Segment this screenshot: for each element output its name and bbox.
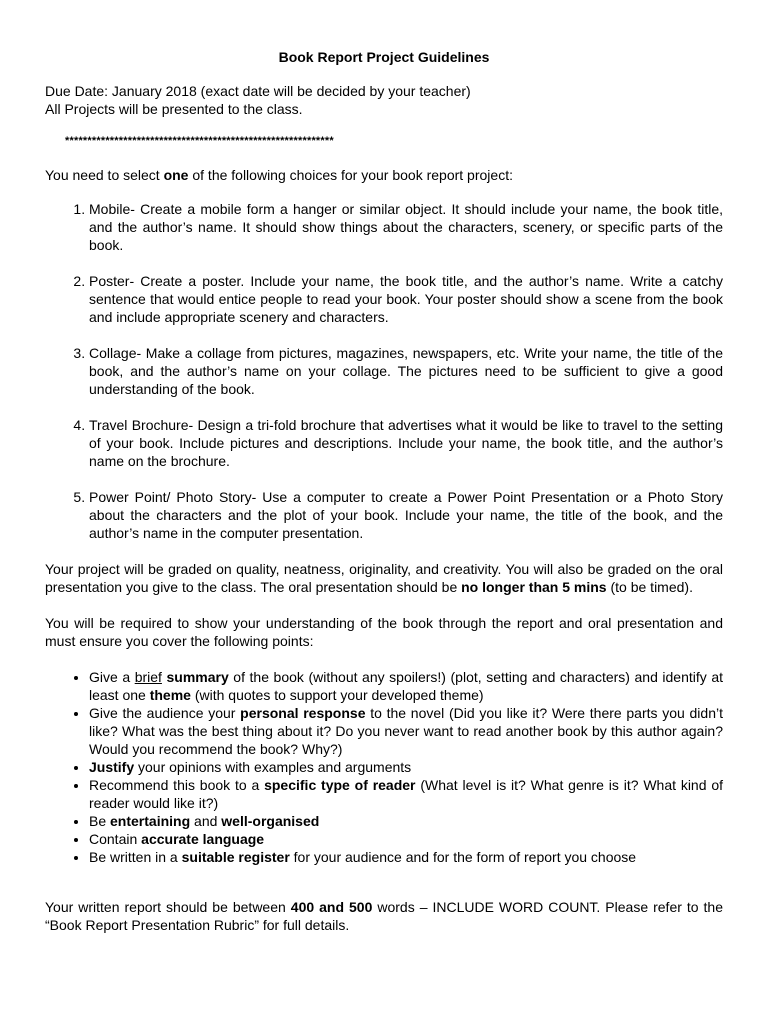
point-register xyxy=(89,848,723,866)
point-summary xyxy=(89,668,723,704)
intro-bold: one xyxy=(163,167,189,183)
point-underline: brief xyxy=(134,669,162,685)
point-text: Contain xyxy=(89,831,142,847)
grading-text-end: (to be timed). xyxy=(606,579,693,595)
point-bold: summary xyxy=(166,669,229,685)
point-bold: Justify xyxy=(89,759,135,775)
understanding-paragraph: You will be required to show your understanding of the book through the report and oral presentation and must ensure you cover the following points: xyxy=(45,615,723,649)
due-date: Due Date: January 2018 (exact date will be decided by your teacher) xyxy=(45,83,471,99)
point-bold: personal response xyxy=(240,705,366,721)
point-bold: entertaining xyxy=(110,813,191,829)
document-title: Book Report Project Guidelines xyxy=(278,49,490,65)
point-text: and xyxy=(190,813,222,829)
choice-power-point: 5. Power Point/ Photo Story- Use a computer to create a Power Point Presentation or a Photo Story about the characters and the plot of your book. Include your name, the title of the book, and the author’s name in the computer presentation. xyxy=(89,488,723,542)
intro-paragraph xyxy=(45,166,723,184)
point-justify xyxy=(89,758,723,776)
point-bold: well-organised xyxy=(221,813,320,829)
point-bold: suitable register xyxy=(181,849,290,865)
point-bold: theme xyxy=(149,687,191,703)
presentation-note: All Projects will be presented to the class. xyxy=(45,101,303,117)
grading-bold: no longer than 5 mins xyxy=(461,579,607,595)
point-text: Recommend this book to a xyxy=(89,777,265,793)
point-text: Be xyxy=(89,813,111,829)
choice-poster: 2. Poster- Create a poster. Include your name, the book title, and the author’s name. Write a catchy sentence that would entice people to read your book. Your poster should show a scene from the book and include appropriate scenery and characters. xyxy=(89,272,723,326)
choice-mobile: 1. Mobile- Create a mobile form a hanger or similar object. It should include your name, the book title, and the author’s name. It should show things about the characters, scenery, or specific parts of the book. xyxy=(89,200,723,254)
requirements-list xyxy=(45,668,723,866)
point-text: (with quotes to support your developed theme) xyxy=(190,687,484,703)
words-text: Your written report should be between xyxy=(45,899,291,915)
grading-text: Your project will be graded on quality, neatness, originality, and creativity. You will also be graded on the oral presentation you give to the class. The oral presentation should be xyxy=(45,561,723,595)
point-text: your opinions with examples and arguments xyxy=(134,759,412,775)
point-entertaining xyxy=(89,812,723,830)
point-bold: accurate language xyxy=(141,831,265,847)
point-text: (What level is it? What genre is it? What kind of reader would like it?) xyxy=(89,777,724,811)
point-text: of the book (without any spoilers!) (plot, setting and characters) and identify at least one xyxy=(89,669,723,703)
point-text: for your audience and for the form of report you choose xyxy=(289,849,637,865)
words-bold: 400 and 500 xyxy=(290,899,373,915)
intro-text: You need to select xyxy=(45,167,164,183)
words-text-end: words – INCLUDE WORD COUNT. Please refer to the “Book Report Presentation Rubric” for full details. xyxy=(45,899,724,933)
project-choices-list xyxy=(45,200,723,542)
point-text: Give a xyxy=(89,669,135,685)
point-text: to the novel (Did you like it? Were there parts you didn’t like? What was the best thing about it? Do you never want to read another book by this author again? Would you recommend the book? Why?) xyxy=(89,705,723,757)
point-text: Be written in a xyxy=(89,849,182,865)
point-bold: specific type of reader xyxy=(264,777,416,793)
separator-stars: ************************************************************ xyxy=(65,135,334,147)
point-text: Give the audience your xyxy=(89,705,241,721)
point-recommend xyxy=(89,776,723,812)
intro-text-end: of the following choices for your book report project: xyxy=(188,167,513,183)
grading-paragraph xyxy=(45,560,723,596)
choice-collage: 3. Collage- Make a collage from pictures, magazines, newspapers, etc. Write your name, the title of the book, and the author’s name on your collage. The pictures need to be sufficient to give a good understanding of the book. xyxy=(89,344,723,398)
point-personal-response xyxy=(89,704,723,758)
choice-travel-brochure: 4. Travel Brochure- Design a tri-fold brochure that advertises what it would be like to travel to the setting of your book. Include pictures and descriptions. Include your name, the book title, and the author’s name on the brochure. xyxy=(89,416,723,470)
document-page xyxy=(45,48,723,952)
word-count-paragraph xyxy=(45,898,723,934)
point-accurate-language xyxy=(89,830,723,848)
